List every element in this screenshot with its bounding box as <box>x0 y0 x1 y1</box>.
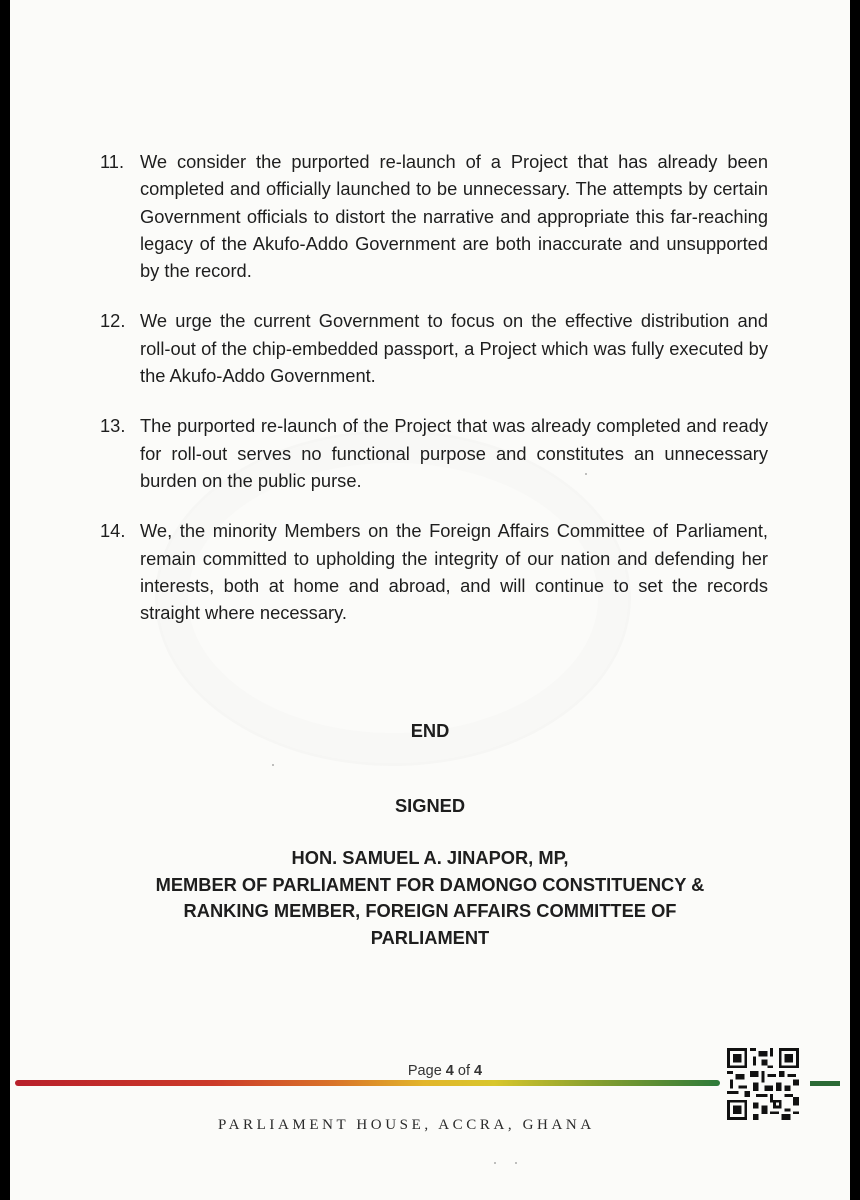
list-item <box>100 307 768 389</box>
page-number <box>390 1063 500 1079</box>
item-text: We, the minority Members on the Foreign Affairs Committee of Parliament, remain committed to upholding the integrity of our nation and defending her interests, both at home and abroad, and will continue to set the records straight where necessary. <box>140 520 768 624</box>
document-page <box>10 0 850 1200</box>
page-number-total: 4 <box>474 1063 483 1079</box>
ghana-color-bar <box>15 1080 720 1086</box>
footer-address: PARLIAMENT HOUSE, ACCRA, GHANA <box>218 1117 595 1133</box>
signatory-title: RANKING MEMBER, FOREIGN AFFAIRS COMMITTEE OF <box>183 900 677 921</box>
scan-speck <box>494 1162 496 1164</box>
list-item <box>100 517 768 626</box>
item-number: 14. <box>100 520 126 542</box>
numbered-list <box>100 148 768 649</box>
item-number: 12. <box>100 310 126 332</box>
page-number-middle: of <box>453 1063 475 1079</box>
scan-speck <box>585 473 587 475</box>
scan-speck <box>515 1162 517 1164</box>
item-number: 13. <box>100 415 126 437</box>
signed-label: SIGNED <box>394 795 466 816</box>
item-text: We consider the purported re-launch of a Project that has already been completed and officially launched to be unnecessary. The attempts by certain Government officials to distort the narrative and appropriate this far-reaching legacy of the Akufo-Addo Government are both inaccurate and unsupported by the record. <box>140 151 768 282</box>
color-bar-end <box>810 1081 840 1086</box>
item-text: The purported re-launch of the Project that was already completed and ready for roll-out serves no functional purpose and constitutes an unnecessary burden on the public purse. <box>140 415 768 491</box>
page-number-prefix: Page <box>407 1063 446 1079</box>
signatory-name: HON. SAMUEL A. JINAPOR, MP, <box>291 847 569 868</box>
item-text: We urge the current Government to focus on the effective distribution and roll-out of the chip-embedded passport, a Project which was fully executed by the Akufo-Addo Government. <box>140 310 768 387</box>
qr-code-icon <box>727 1048 799 1120</box>
page-number-current: 4 <box>445 1063 454 1079</box>
scan-speck <box>272 764 274 766</box>
list-item <box>100 412 768 494</box>
signatory-block <box>10 845 850 951</box>
item-number: 11. <box>100 151 125 172</box>
end-label: END <box>410 720 450 741</box>
signatory-title: MEMBER OF PARLIAMENT FOR DAMONGO CONSTITUENCY & <box>155 873 705 895</box>
list-item <box>100 148 768 284</box>
signatory-title: PARLIAMENT <box>370 926 490 948</box>
